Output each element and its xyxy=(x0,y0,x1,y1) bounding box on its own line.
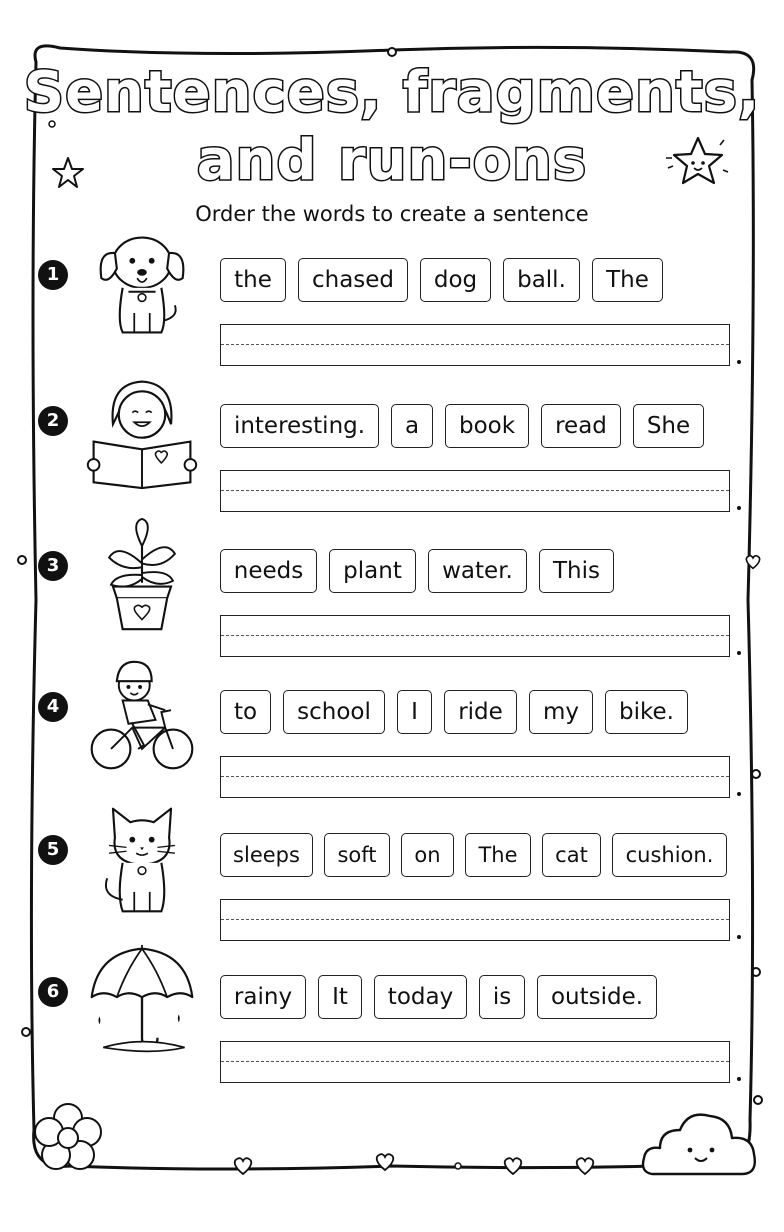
word-tile[interactable]: chased xyxy=(298,258,408,302)
heart-icon xyxy=(502,1156,524,1176)
word-tile[interactable]: outside. xyxy=(537,975,657,1019)
answer-writing-line[interactable] xyxy=(220,324,730,366)
word-tile[interactable]: It xyxy=(318,975,362,1019)
girl-reading-book-drawing xyxy=(82,370,202,490)
word-tile[interactable]: the xyxy=(220,258,286,302)
word-tile[interactable]: a xyxy=(391,404,433,448)
word-tile[interactable]: to xyxy=(220,690,271,734)
word-tile[interactable]: on xyxy=(401,833,454,877)
item-number: 2 xyxy=(38,406,68,436)
midline-dashes xyxy=(221,490,729,491)
midline-dashes xyxy=(221,776,729,777)
word-bank xyxy=(220,258,730,304)
heart-icon xyxy=(744,554,762,570)
heart-icon xyxy=(374,1152,396,1172)
word-tile[interactable]: my xyxy=(529,690,593,734)
word-tile[interactable]: ride xyxy=(444,690,517,734)
word-tile[interactable]: today xyxy=(374,975,467,1019)
answer-writing-line[interactable] xyxy=(220,615,730,657)
word-bank xyxy=(220,690,730,736)
word-bank xyxy=(220,833,730,879)
word-tile[interactable]: This xyxy=(539,549,614,593)
item-number: 5 xyxy=(38,835,68,865)
word-tile[interactable]: interesting. xyxy=(220,404,379,448)
word-bank xyxy=(220,404,730,450)
end-period-mark xyxy=(737,651,741,655)
word-tile[interactable]: plant xyxy=(329,549,416,593)
answer-writing-line[interactable] xyxy=(220,756,730,798)
word-tile[interactable]: ball. xyxy=(503,258,580,302)
answer-writing-line[interactable] xyxy=(220,470,730,512)
word-tile[interactable]: read xyxy=(541,404,621,448)
page-title-line-2: and run-ons xyxy=(196,128,588,193)
item-number: 6 xyxy=(38,977,68,1007)
word-bank xyxy=(220,975,730,1021)
word-tile[interactable]: soft xyxy=(324,833,390,877)
word-tile[interactable]: cat xyxy=(542,833,601,877)
word-tile[interactable]: The xyxy=(592,258,663,302)
answer-writing-line[interactable] xyxy=(220,899,730,941)
word-tile[interactable]: water. xyxy=(428,549,527,593)
word-tile[interactable]: school xyxy=(283,690,385,734)
end-period-mark xyxy=(737,506,741,510)
word-tile[interactable]: bike. xyxy=(605,690,688,734)
heart-icon xyxy=(574,1156,596,1176)
page-title-line-1: Sentences, fragments, xyxy=(23,60,761,125)
answer-writing-line[interactable] xyxy=(220,1041,730,1083)
midline-dashes xyxy=(221,635,729,636)
item-number: 1 xyxy=(38,260,68,290)
midline-dashes xyxy=(221,919,729,920)
word-tile[interactable]: sleeps xyxy=(220,833,313,877)
heart-icon xyxy=(232,1156,254,1176)
dog-drawing xyxy=(82,224,202,344)
instruction-text: Order the words to create a sentence xyxy=(195,202,589,226)
item-number: 4 xyxy=(38,692,68,722)
end-period-mark xyxy=(737,935,741,939)
word-tile[interactable]: The xyxy=(465,833,531,877)
star-icon xyxy=(50,155,86,191)
word-tile[interactable]: cushion. xyxy=(612,833,727,877)
smiling-cloud-icon xyxy=(638,1100,762,1184)
word-tile[interactable]: rainy xyxy=(220,975,306,1019)
smiling-star-icon xyxy=(660,132,732,196)
word-tile[interactable]: I xyxy=(397,690,432,734)
word-tile[interactable]: is xyxy=(479,975,525,1019)
flower-icon xyxy=(28,1098,108,1178)
word-tile[interactable]: She xyxy=(633,404,704,448)
word-tile[interactable]: dog xyxy=(420,258,491,302)
word-tile[interactable]: needs xyxy=(220,549,317,593)
potted-plant-drawing xyxy=(82,515,202,635)
end-period-mark xyxy=(737,1077,741,1081)
end-period-mark xyxy=(737,792,741,796)
midline-dashes xyxy=(221,344,729,345)
boy-riding-bike-drawing xyxy=(82,656,202,776)
end-period-mark xyxy=(737,360,741,364)
umbrella-rain-drawing xyxy=(82,941,202,1061)
cat-drawing xyxy=(82,799,202,919)
word-bank xyxy=(220,549,730,595)
word-tile[interactable]: book xyxy=(445,404,529,448)
item-number: 3 xyxy=(38,551,68,581)
midline-dashes xyxy=(221,1061,729,1062)
